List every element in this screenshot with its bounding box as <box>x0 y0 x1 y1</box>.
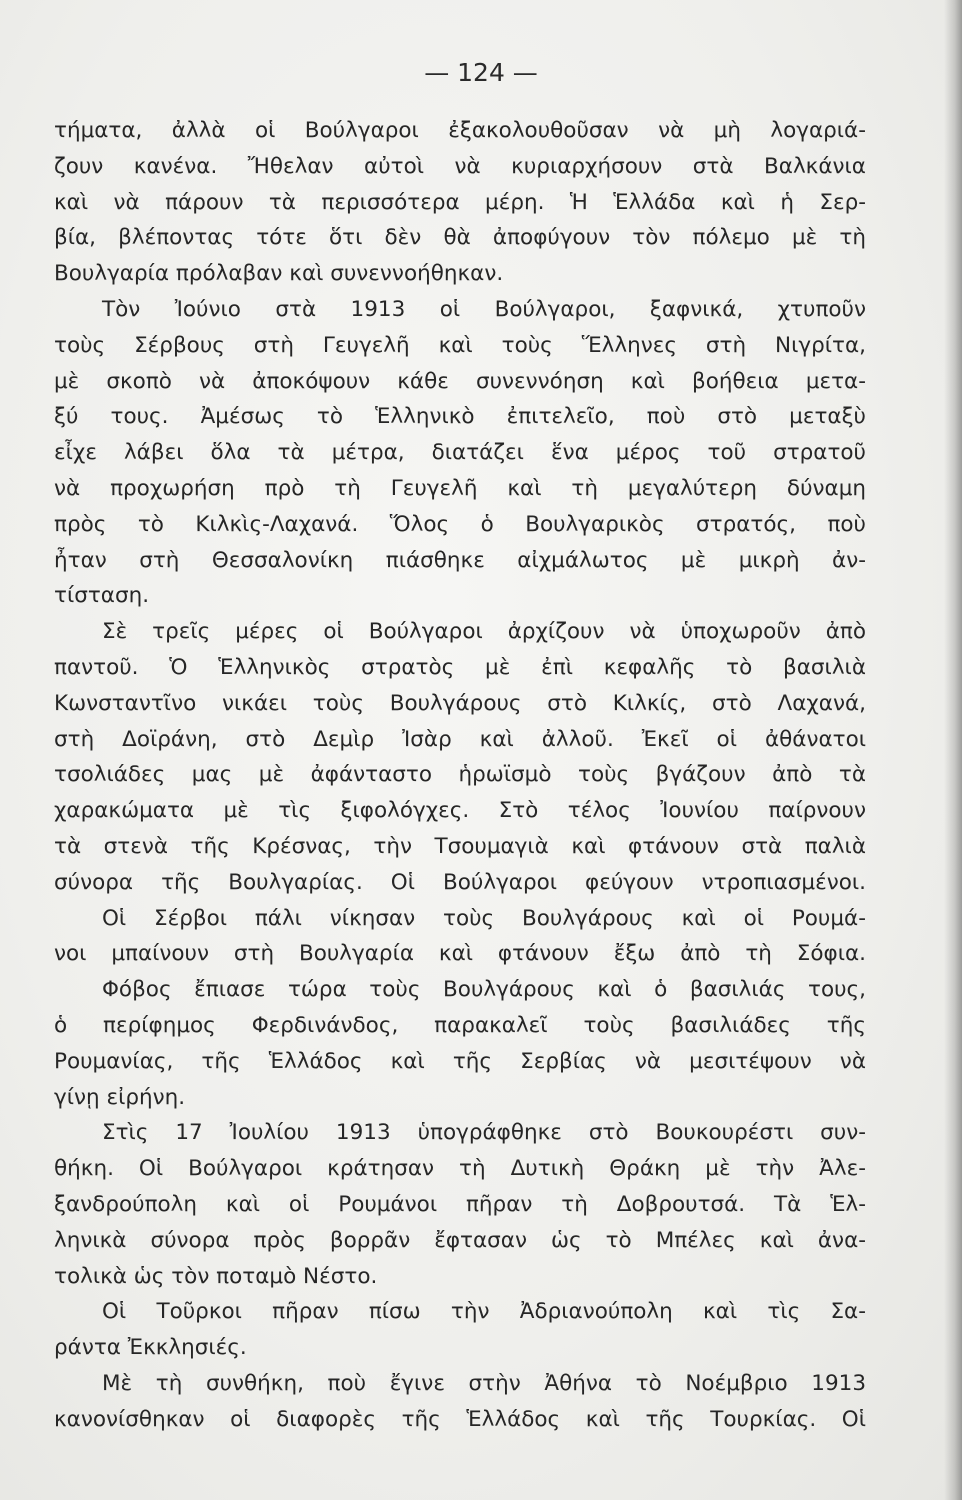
text-line: τοὺς Σέρβους στὴ Γευγελῆ καὶ τοὺς Ἕλληνες στὴ Νιγρίτα, <box>54 332 866 358</box>
text-line: κανονίσθηκαν οἱ διαφορὲς τῆς Ἑλλάδος καὶ τῆς Τουρκίας. Οἱ <box>54 1406 866 1432</box>
text-line: Τὸν Ἰούνιο στὰ 1913 οἱ Βούλγαροι, ξαφνικά, χτυποῦν <box>102 296 866 322</box>
text-line: ζουν κανένα. Ἤθελαν αὐτοὶ νὰ κυριαρχήσουν στὰ Βαλκάνια <box>54 153 866 179</box>
text-line: Σὲ τρεῖς μέρες οἱ Βούλγαροι ἀρχίζουν νὰ ὑποχωροῦν ἀπὸ <box>102 619 866 645</box>
text-line: ὁ περίφημος Φερδινάνδος, παρακαλεῖ τοὺς βασιλιάδες τῆς <box>54 1012 866 1038</box>
text-line: Οἱ Τοῦρκοι πῆραν πίσω τὴν Ἀδριανούπολη καὶ τὶς Σα- <box>102 1299 866 1325</box>
text-line: τίσταση. <box>54 583 150 609</box>
text-line: ληνικὰ σύνορα πρὸς βορρᾶν ἔφτασαν ὡς τὸ Μπέλες καὶ ἀνα- <box>54 1227 866 1253</box>
text-line: βία, βλέποντας τότε ὅτι δὲν θὰ ἀποφύγουν τὸν πόλεμο μὲ τὴ <box>54 225 866 251</box>
text-line: τήματα, ἀλλὰ οἱ Βούλγαροι ἐξακολουθοῦσαν νὰ μὴ λογαριά- <box>54 118 866 143</box>
text-line: νοι μπαίνουν στὴ Βουλγαρία καὶ φτάνουν ἔξω ἀπὸ τὴ Σόφια. <box>54 941 866 967</box>
text-line: εἶχε λάβει ὅλα τὰ μέτρα, διατάζει ἕνα μέρος τοῦ στρατοῦ <box>54 440 866 466</box>
body-text <box>54 113 866 1437</box>
text-line: σύνορα τῆς Βουλγαρίας. Οἱ Βούλγαροι φεύγουν ντροπιασμένοι. <box>54 869 866 895</box>
text-line: Φόβος ἔπιασε τώρα τοὺς Βουλγάρους καὶ ὁ βασιλιάς τους, <box>102 977 866 1003</box>
text-line: πρὸς τὸ Κιλκὶς-Λαχανά. Ὅλος ὁ Βουλγαρικὸς στρατός, ποὺ <box>54 511 866 537</box>
text-line: Οἱ Σέρβοι πάλι νίκησαν τοὺς Βουλγάρους καὶ οἱ Ρουμά- <box>102 905 866 931</box>
text-line: γίνῃ εἰρήνη. <box>54 1084 186 1110</box>
text-line: ξύ τους. Ἀμέσως τὸ Ἑλληνικὸ ἐπιτελεῖο, ποὺ στὸ μεταξὺ <box>54 404 866 430</box>
text-line: Ρουμανίας, τῆς Ἑλλάδος καὶ τῆς Σερβίας νὰ μεσιτέψουν νὰ <box>54 1048 866 1074</box>
page-binding-shadow <box>944 0 962 1500</box>
text-line: μὲ σκοπὸ νὰ ἀποκόψουν κάθε συνεννόηση καὶ βοήθεια μετα- <box>54 368 866 394</box>
text-line: νὰ προχωρήση πρὸ τὴ Γευγελῆ καὶ τὴ μεγαλύτερη δύναμη <box>54 475 866 501</box>
page-number: — 124 — <box>424 58 538 87</box>
text-line: παντοῦ. Ὁ Ἑλληνικὸς στρατὸς μὲ ἐπὶ κεφαλῆς τὸ βασιλιὰ <box>54 654 866 680</box>
text-line: στὴ Δοϊράνη, στὸ Δεμὶρ Ἰσὰρ καὶ ἀλλοῦ. Ἐκεῖ οἱ ἀθάνατοι <box>54 726 866 752</box>
text-line: Στὶς 17 Ἰουλίου 1913 ὑπογράφθηκε στὸ Βουκουρέστι συν- <box>102 1120 866 1146</box>
text-line: Κωνσταντῖνο νικάει τοὺς Βουλγάρους στὸ Κιλκίς, στὸ Λαχανά, <box>54 690 866 716</box>
text-line: ἦταν στὴ Θεσσαλονίκη πιάσθηκε αἰχμάλωτος μὲ μικρὴ ἀν- <box>54 547 866 573</box>
text-line: καὶ νὰ πάρουν τὰ περισσότερα μέρη. Ἡ Ἑλλάδα καὶ ἡ Σερ- <box>54 189 866 215</box>
text-line: τολικὰ ὡς τὸν ποταμὸ Νέστο. <box>54 1263 378 1289</box>
text-line: Μὲ τὴ συνθήκη, ποὺ ἔγινε στὴν Ἀθήνα τὸ Νοέμβριο 1913 <box>102 1370 866 1396</box>
text-line: ξανδρούπολη καὶ οἱ Ρουμάνοι πῆραν τὴ Δοβρουτσά. Τὰ Ἑλ- <box>54 1191 866 1217</box>
text-line: θήκη. Οἱ Βούλγαροι κράτησαν τὴ Δυτικὴ Θράκη μὲ τὴν Ἀλε- <box>54 1156 866 1182</box>
text-line: Βουλγαρία πρόλαβαν καὶ συνεννοήθηκαν. <box>54 261 504 287</box>
text-line: τὰ στενὰ τῆς Κρέσνας, τὴν Τσουμαγιὰ καὶ φτάνουν στὰ παλιὰ <box>54 833 866 859</box>
text-line: χαρακώματα μὲ τὶς ξιφολόγχες. Στὸ τέλος Ἰουνίου παίρνουν <box>54 798 866 824</box>
text-line: τσολιάδες μας μὲ ἀφάνταστο ἡρωϊσμὸ τοὺς βγάζουν ἀπὸ τὰ <box>54 762 866 788</box>
text-line: ράντα Ἐκκλησιές. <box>54 1335 247 1361</box>
